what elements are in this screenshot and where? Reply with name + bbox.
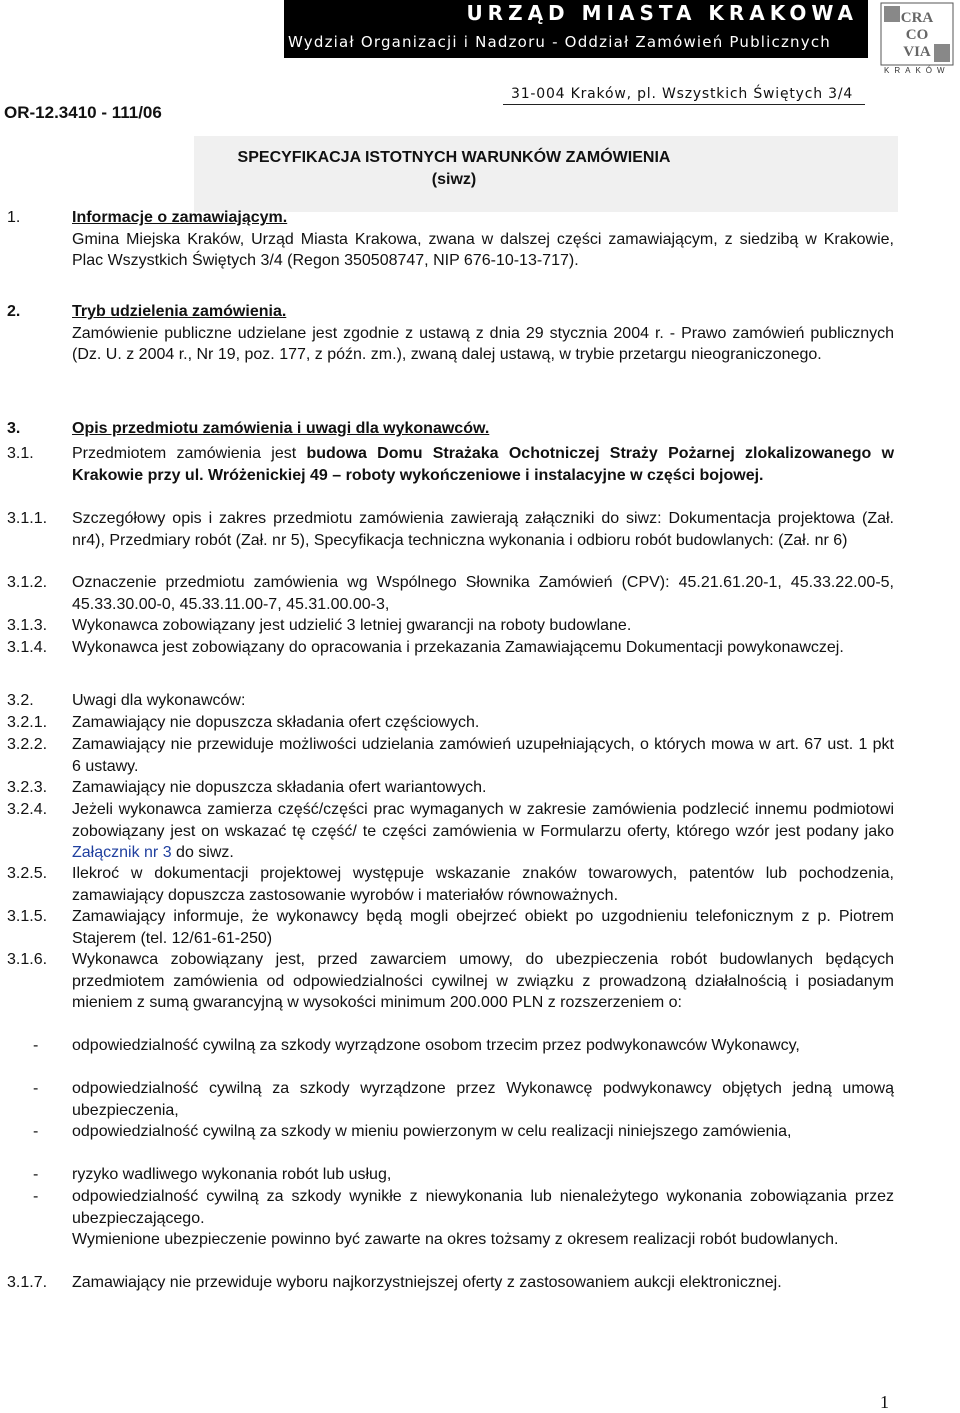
department-name: Wydział Organizacji i Nadzoru - Oddział Zamówień Publicznych (288, 33, 831, 51)
section-text: Wykonawca zobowiązany jest, przed zawarciem umowy, do ubezpieczenia robót budowlanych będących przedmiotem zamówienia od odpowiedzialności cywilnej w związku z prowadzoną działalnością i posiadanym mieniem z sumą gwarancyjną w wysokości minimum 200.000 PLN z rozszerzeniem o: (72, 951, 894, 1011)
list-bullet: - (33, 1123, 39, 1140)
list-item-text: ryzyko wadliwego wykonania robót lub usług, (72, 1166, 392, 1183)
section-text: Zamawiający nie przewiduje możliwości udzielania zamówień uzupełniających, o których mowa w art. 67 ust. 1 pkt 6 ustawy. (72, 736, 894, 775)
section-number: 3.1.6. (7, 951, 48, 968)
section-text: Zamawiający nie przewiduje wyboru najkorzystniejszej oferty z zastosowaniem aukcji elektronicznej. (72, 1274, 782, 1291)
list-item-text: odpowiedzialność cywilną za szkody wyrządzone przez Wykonawcę podwykonawcy objętych jedną umową ubezpieczenia, (72, 1080, 894, 1119)
section-number: 2. (7, 303, 21, 320)
section-number: 3.1.2. (7, 574, 48, 591)
section-text: Zamawiający nie dopuszcza składania ofert częściowych. (72, 714, 480, 731)
list-bullet: - (33, 1166, 39, 1183)
section-number: 3. (7, 420, 21, 437)
section-text: Wykonawca zobowiązany jest udzielić 3 letniej gwarancji na roboty budowlane. (72, 617, 632, 634)
section-text: Wymienione ubezpieczenie powinno być zawarte na okres tożsamy z okresem realizacji robót budowlanych. (72, 1231, 839, 1248)
logo-line-2: CO (905, 27, 929, 43)
section-number: 3.1.3. (7, 617, 48, 634)
logo-line-1: CRA (900, 10, 934, 26)
section-number: 3.1.7. (7, 1274, 48, 1291)
section-number: 1. (7, 209, 21, 226)
section-number: 3.2.5. (7, 865, 48, 882)
list-bullet: - (33, 1037, 39, 1054)
document-title: SPECYFIKACJA ISTOTNYCH WARUNKÓW ZAMÓWIENIA (237, 149, 671, 166)
section-text: Zamawiający nie dopuszcza składania ofert wariantowych. (72, 779, 487, 796)
section-text: Szczegółowy opis i zakres przedmiotu zamówienia zawierają załączniki do siwz: Dokumentacja projektowa (Zał. nr4), Przedmiary robót (Zał. nr 5), Specyfikacja techniczna wykonania i odbioru robót budowlanych: (Zał. nr 6) (72, 510, 894, 549)
section-text: Ilekroć w dokumentacji projektowej występuje wskazanie znaków towarowych, patentów lub pochodzenia, zamawiający dopuszcza zastosowanie wyrobów i materiałów równoważnych. (72, 865, 894, 904)
contract-subject: budowa Domu Strażaka Ochotniczej Straży Pożarnej zlokalizowanego w Krakowie przy ul. Wróżenickiej 49 – roboty wykończeniowe i instalacyjne w części bojowej. (72, 445, 895, 484)
list-bullet: - (33, 1188, 39, 1205)
section-text-end: do siwz. (171, 844, 234, 861)
section-number: 3.2.2. (7, 736, 48, 753)
section-number: 3.1.4. (7, 639, 48, 656)
section-number: 3.2.4. (7, 801, 48, 818)
attachment-3-link[interactable]: Załącznik nr 3 (72, 844, 172, 861)
office-address: 31-004 Kraków, pl. Wszystkich Świętych 3/4 (511, 86, 854, 102)
section-text: Oznaczenie przedmiotu zamówienia wg Wspólnego Słownika Zamówień (CPV): 45.21.61.20-1, 45.33.22.00-5, 45.33.30.00-0, 45.33.11.00-7, 45.31.00.00-3, (72, 574, 894, 613)
letterhead-banner (284, 0, 868, 58)
address-divider (503, 104, 865, 105)
section-number: 3.2. (7, 692, 34, 709)
section-heading: Informacje o zamawiającym. (72, 209, 288, 226)
logo-line-3: VIA (903, 44, 931, 60)
section-text: Zamówienie publiczne udzielane jest zgodnie z ustawą z dnia 29 stycznia 2004 r. - Prawo zamówień publicznych (Dz. U. z 2004 r., Nr 19, poz. 177, z późn. zm.), zwaną dalej ustawą, w trybie przetargu nieograniczonego. (72, 324, 894, 363)
page-number: 1 (880, 1392, 889, 1412)
office-name: URZĄD MIASTA KRAKOWA (466, 1, 858, 25)
list-item-text: odpowiedzialność cywilną za szkody wyrządzone osobom trzecim przez podwykonawców Wykonawcy, (72, 1037, 800, 1054)
section-number: 3.2.1. (7, 714, 48, 731)
section-number: 3.2.3. (7, 779, 48, 796)
section-text: Zamawiający informuje, że wykonawcy będą mogli obejrzeć obiekt po uzgodnieniu telefonicznym z p. Piotrem Stajerem (tel. 12/61-61-250) (72, 908, 894, 947)
section-number: 3.1.5. (7, 908, 48, 925)
section-text: Przedmiotem zamówienia jest (72, 445, 307, 462)
section-text: Wykonawca jest zobowiązany do opracowania i przekazania Zamawiającemu Dokumentacji powykonawczej. (72, 639, 844, 656)
section-heading: Tryb udzielenia zamówienia. (72, 303, 287, 320)
section-text: Jeżeli wykonawca zamierza część/części prac wymaganych w zakresie zamówienia podzlecić innemu podmiotowi zobowiązany jest on wskazać tę część/ te części zamówienia w Formularzu oferty, którego wzór jest podany jako (72, 801, 894, 840)
list-item-text: odpowiedzialność cywilną za szkody w mieniu powierzonym w celu realizacji niniejszego zamówienia, (72, 1123, 792, 1140)
section-text: Gmina Miejska Kraków, Urząd Miasta Krakowa, zwana w dalszej części zamawiającym, z siedzibą w Krakowie, Plac Wszystkich Świętych 3/4 (Regon 350508747, NIP 676-10-13-717). (72, 230, 894, 269)
section-number: 3.1.1. (7, 510, 48, 527)
document-subtitle: (siwz) (431, 171, 477, 188)
document-reference: OR-12.3410 - 111/06 (4, 103, 162, 122)
section-text: Uwagi dla wykonawców: (72, 692, 246, 709)
section-heading: Opis przedmiotu zamówienia i uwagi dla wykonawców. (72, 420, 490, 437)
section-number: 3.1. (7, 445, 34, 462)
letterhead (0, 0, 870, 84)
logo-caption: KRAKÓW (884, 66, 950, 75)
list-item-text: odpowiedzialność cywilną za szkody wynikłe z niewykonania lub nienależytego wykonania zobowiązania przez ubezpieczającego. (72, 1188, 894, 1227)
list-bullet: - (33, 1080, 39, 1097)
